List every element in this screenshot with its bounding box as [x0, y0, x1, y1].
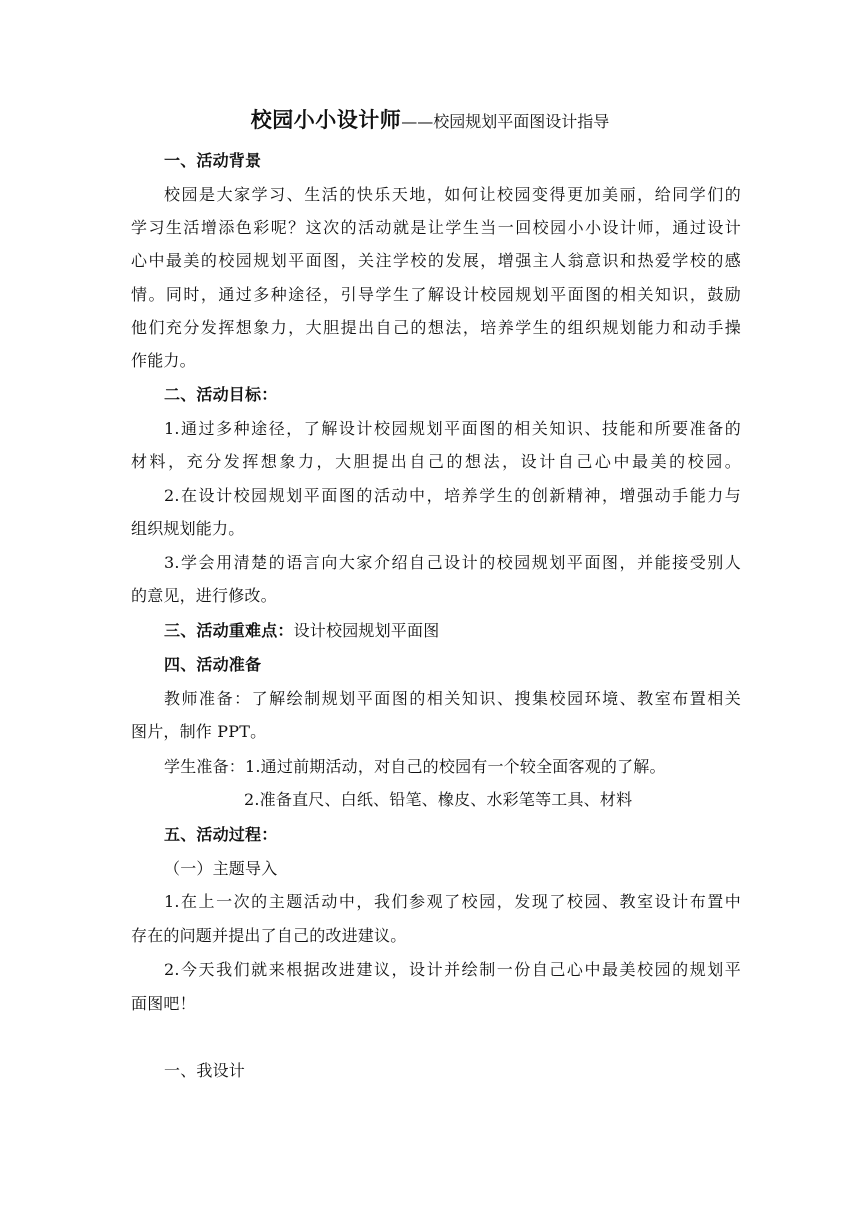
paragraph-line: 2.准备直尺、白纸、铅笔、橡皮、水彩笔等工具、材料: [244, 790, 633, 809]
paragraph-line: 组织规划能力。: [131, 519, 245, 538]
paragraph-line: 的意见，进行修改。: [131, 586, 277, 605]
paragraph-line: 他们充分发挥想象力，大胆提出自己的想法，培养学生的组织规划能力和动手操: [131, 318, 741, 337]
section-heading-background: 一、活动背景: [164, 151, 262, 170]
paragraph-line: 1.通过多种途径，了解设计校园规划平面图的相关知识、技能和所要准备的: [164, 419, 741, 438]
paragraph-line: 1.在上一次的主题活动中，我们参观了校园，发现了校园、教室设计布置中: [164, 892, 741, 911]
section-heading-i-design: 一、我设计: [164, 1061, 246, 1080]
section-heading-goals: 二、活动目标：: [164, 385, 278, 404]
subsection-heading: （一）主题导入: [164, 859, 278, 878]
paragraph-line: 存在的问题并提出了自己的改进建议。: [131, 926, 407, 945]
section-heading-key-points: [164, 620, 741, 642]
paragraph-line: 图片，制作 PPT。: [131, 722, 267, 741]
section-heading-process: 五、活动过程：: [164, 825, 278, 844]
section-heading-preparation: 四、活动准备: [164, 655, 262, 674]
paragraph-line: 材料，充分发挥想象力，大胆提出自己的想法，设计自己心中最美的校园。: [131, 452, 741, 471]
paragraph-line: 学习生活增添色彩呢？这次的活动就是让学生当一回校园小小设计师，通过设计: [131, 218, 741, 237]
heading-value: 设计校园规划平面图: [293, 621, 440, 640]
paragraph-line: 校园是大家学习、生活的快乐天地，如何让校园变得更加美丽，给同学们的: [164, 185, 741, 204]
title-main: 校园小小设计师: [250, 107, 402, 132]
paragraph-line: 面图吧！: [131, 994, 196, 1013]
heading-label: 三、活动重难点：: [164, 621, 294, 640]
paragraph-line: 情。同时，通过多种途径，引导学生了解设计校园规划平面图的相关知识，鼓励: [131, 285, 741, 304]
paragraph-line: 学生准备：1.通过前期活动，对自己的校园有一个较全面客观的了解。: [164, 757, 666, 776]
title-subtitle: ——校园规划平面图设计指导: [401, 112, 610, 131]
document-title: [0, 104, 860, 134]
paragraph-line: 作能力。: [131, 351, 196, 370]
paragraph-line: 3.学会用清楚的语言向大家介绍自己设计的校园规划平面图，并能接受别人: [164, 553, 741, 572]
paragraph-line: 教师准备：了解绘制规划平面图的相关知识、搜集校园环境、教室布置相关: [164, 689, 741, 708]
paragraph-line: 2.今天我们就来根据改进建议，设计并绘制一份自己心中最美校园的规划平: [164, 960, 741, 979]
paragraph-line: 2.在设计校园规划平面图的活动中，培养学生的创新精神，增强动手能力与: [164, 486, 741, 505]
paragraph-line: 心中最美的校园规划平面图，关注学校的发展，增强主人翁意识和热爱学校的感: [131, 251, 741, 270]
